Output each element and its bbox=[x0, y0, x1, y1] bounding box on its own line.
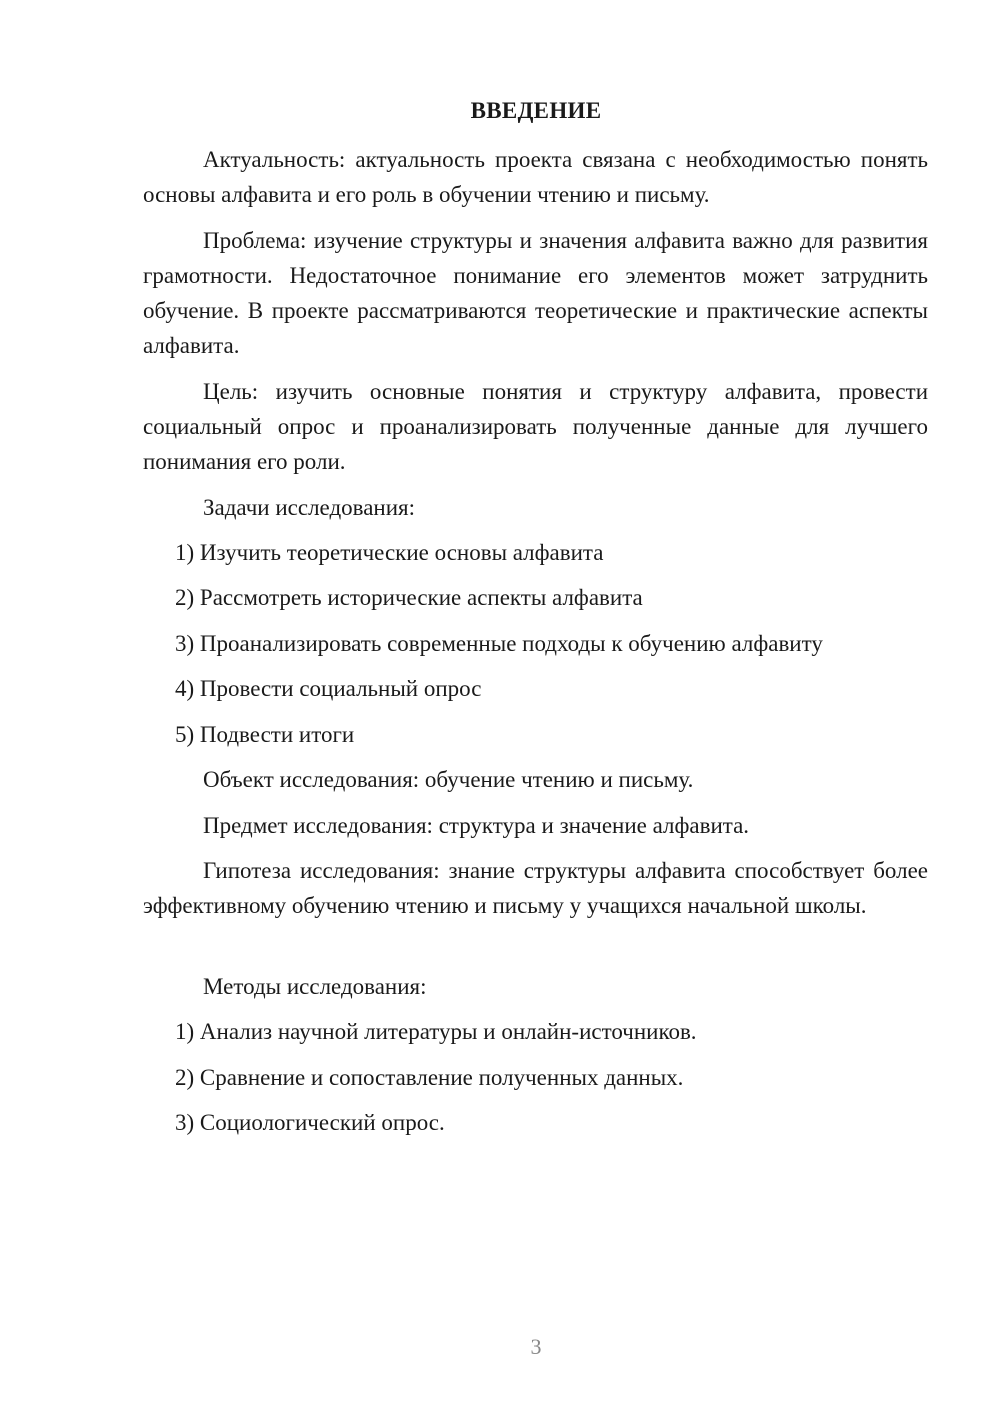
page-title: ВВЕДЕНИЕ bbox=[470, 98, 602, 123]
tasks-heading: Задачи исследования: bbox=[203, 495, 416, 520]
task-item: 5) Подвести итоги bbox=[175, 722, 355, 747]
problem-paragraph: Проблема: изучение структуры и значения алфавита важно для развития грамотности. Недостаточное понимание его элементов может затруднить обучение. В проекте рассматриваются теоретические и практические аспекты алфавита. bbox=[143, 228, 928, 358]
page-number: 3 bbox=[530, 1334, 542, 1359]
method-item: 1) Анализ научной литературы и онлайн-источников. bbox=[175, 1019, 697, 1044]
task-item: 1) Изучить теоретические основы алфавита bbox=[175, 540, 604, 565]
research-subject: Предмет исследования: структура и значение алфавита. bbox=[203, 813, 750, 838]
methods-heading: Методы исследования: bbox=[203, 974, 427, 999]
hypothesis-paragraph: Гипотеза исследования: знание структуры алфавита способствует более эффективному обучению чтению и письму у учащихся начальной школы. bbox=[143, 858, 928, 918]
task-item: 2) Рассмотреть исторические аспекты алфавита bbox=[175, 585, 643, 610]
research-object: Объект исследования: обучение чтению и письму. bbox=[203, 767, 694, 792]
method-item: 3) Социологический опрос. bbox=[175, 1110, 445, 1135]
task-item: 3) Проанализировать современные подходы к обучению алфавиту bbox=[175, 631, 823, 656]
method-item: 2) Сравнение и сопоставление полученных данных. bbox=[175, 1065, 684, 1090]
goal-paragraph: Цель: изучить основные понятия и структуру алфавита, провести социальный опрос и проанализировать полученные данные для лучшего понимания его роли. bbox=[143, 379, 928, 474]
relevance-paragraph: Актуальность: актуальность проекта связана с необходимостью понять основы алфавита и его роль в обучении чтению и письму. bbox=[143, 147, 928, 207]
task-item: 4) Провести социальный опрос bbox=[175, 676, 482, 701]
